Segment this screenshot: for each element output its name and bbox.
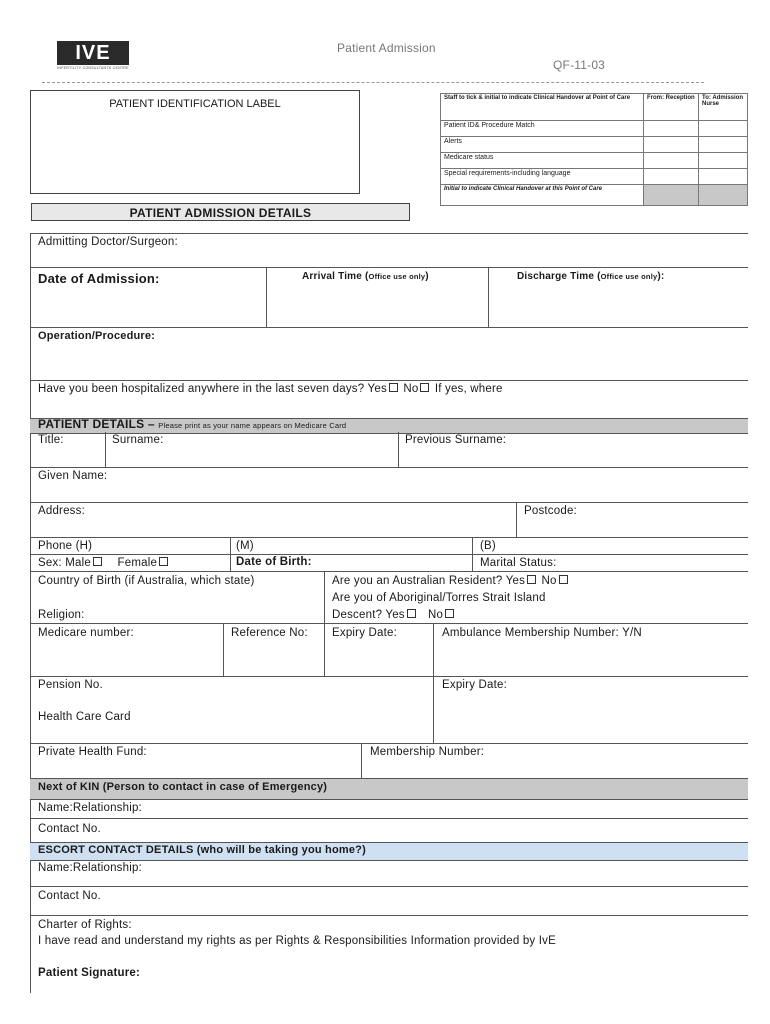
charter-of-rights-text: I have read and understand my rights as per Rights & Responsibilities Information provided by IvE — [38, 935, 556, 947]
admission-section-title: PATIENT ADMISSION DETAILS — [129, 206, 312, 220]
descent-no-label: No — [427, 609, 444, 621]
sex-female-label: Female — [117, 557, 158, 569]
membership-number-label: Membership Number: — [370, 746, 485, 758]
handover-to-header: To: Admission Nurse — [699, 94, 748, 121]
descent-question: Descent? Yes No — [332, 609, 456, 621]
arrival-time-label: Arrival Time (Office use only) — [302, 271, 429, 282]
ambulance-membership-label: Ambulance Membership Number: Y/N — [442, 627, 642, 639]
aboriginal-question: Are you of Aboriginal/Torres Strait Island — [332, 592, 546, 604]
hospitalized-yes-label: Yes — [367, 383, 387, 395]
resident-yes-label: Yes — [505, 575, 526, 587]
sex-male-label: Sex: Male — [38, 557, 91, 569]
handover-initial-to[interactable] — [699, 185, 748, 206]
hospitalized-question: Have you been hospitalized anywhere in the last seven days? Yes No If yes, where — [38, 383, 503, 395]
kin-name-relationship-label: Name:Relationship: — [38, 802, 142, 814]
logo-subtext: INFERTILITY CONSULTANTS CENTRE — [57, 66, 129, 70]
religion-label: Religion: — [38, 609, 85, 621]
escort-title: ESCORT CONTACT DETAILS (who will be taking you home?) — [38, 844, 366, 856]
descent-yes-label: Yes — [385, 609, 405, 621]
admitting-doctor-label: Admitting Doctor/Surgeon: — [38, 236, 178, 248]
form-code: QF-11-03 — [553, 58, 606, 72]
patient-id-label-box — [30, 90, 360, 194]
hospitalized-no-label: No — [403, 383, 419, 395]
handover-row: Patient ID& Procedure Match — [441, 121, 644, 137]
marital-status-label: Marital Status: — [480, 557, 557, 569]
given-name-label: Given Name: — [38, 470, 108, 482]
next-of-kin-title: Next of KIN (Person to contact in case of Emergency) — [38, 781, 328, 793]
operation-procedure-label: Operation/Procedure: — [38, 330, 156, 342]
charter-of-rights-title: Charter of Rights: — [38, 919, 132, 931]
date-of-birth-label: Date of Birth: — [236, 556, 312, 568]
handover-from-header: From: Reception — [644, 94, 699, 121]
patient-id-label-title: PATIENT IDENTIFICATION LABEL — [109, 98, 281, 110]
patient-details-title: PATIENT DETAILS – Please print as your name appears on Medicare Card — [38, 417, 347, 431]
handover-checkbox-to[interactable] — [699, 169, 748, 185]
kin-contact-label: Contact No. — [38, 823, 101, 835]
surname-label: Surname: — [112, 434, 164, 446]
handover-checkbox-from[interactable] — [644, 137, 699, 153]
handover-row: Alerts — [441, 137, 644, 153]
header-divider — [42, 82, 704, 83]
sex-field — [38, 557, 170, 569]
handover-row: Medicare status — [441, 153, 644, 169]
patient-signature-label: Patient Signature: — [38, 967, 141, 979]
title-label: Title: — [38, 434, 64, 446]
reference-number-label: Reference No: — [231, 627, 308, 639]
pension-expiry-label: Expiry Date: — [442, 679, 508, 691]
discharge-time-label: Discharge Time (Office use only): — [517, 271, 665, 282]
phone-business-label: (B) — [480, 540, 496, 552]
previous-surname-label: Previous Surname: — [405, 434, 507, 446]
resident-no-checkbox[interactable] — [559, 575, 568, 584]
female-checkbox[interactable] — [159, 557, 168, 566]
address-label: Address: — [38, 505, 85, 517]
resident-no-label: No — [541, 575, 557, 587]
date-of-admission-label: Date of Admission: — [38, 271, 160, 286]
handover-checkbox-from[interactable] — [644, 169, 699, 185]
logo — [57, 41, 129, 71]
clinical-handover-table — [440, 93, 748, 206]
male-checkbox[interactable] — [93, 557, 102, 566]
page-title: Patient Admission — [337, 41, 436, 55]
patient-details-note: Please print as your name appears on Medicare Card — [158, 421, 347, 430]
handover-initial-from[interactable] — [644, 185, 699, 206]
pension-number-label: Pension No. — [38, 679, 103, 691]
phone-mobile-label: (M) — [236, 540, 254, 552]
resident-yes-checkbox[interactable] — [527, 575, 536, 584]
escort-name-relationship-label: Name:Relationship: — [38, 862, 142, 874]
phone-home-label: Phone (H) — [38, 540, 93, 552]
health-care-card-label: Health Care Card — [38, 711, 131, 723]
handover-header: Staff to tick & initial to indicate Clinical Handover at Point of Care — [441, 94, 644, 121]
handover-checkbox-to[interactable] — [699, 153, 748, 169]
descent-no-checkbox[interactable] — [445, 609, 454, 618]
handover-checkbox-from[interactable] — [644, 121, 699, 137]
medicare-number-label: Medicare number: — [38, 627, 134, 639]
postcode-label: Postcode: — [524, 505, 577, 517]
country-of-birth-label: Country of Birth (if Australia, which state) — [38, 575, 255, 587]
resident-question: Are you an Australian Resident? Yes No — [332, 575, 570, 587]
handover-row: Special requirements-including language — [441, 169, 644, 185]
private-health-fund-label: Private Health Fund: — [38, 746, 147, 758]
descent-yes-checkbox[interactable] — [407, 609, 416, 618]
handover-footer: Initial to indicate Clinical Handover at this Point of Care — [441, 185, 644, 206]
logo-mark: IVE — [57, 41, 129, 65]
handover-checkbox-to[interactable] — [699, 121, 748, 137]
handover-checkbox-from[interactable] — [644, 153, 699, 169]
escort-contact-label: Contact No. — [38, 890, 101, 902]
hospitalized-no-checkbox[interactable] — [420, 383, 429, 392]
medicare-expiry-label: Expiry Date: — [332, 627, 398, 639]
handover-checkbox-to[interactable] — [699, 137, 748, 153]
hospitalized-yes-checkbox[interactable] — [389, 383, 398, 392]
admission-section-header — [31, 203, 410, 221]
